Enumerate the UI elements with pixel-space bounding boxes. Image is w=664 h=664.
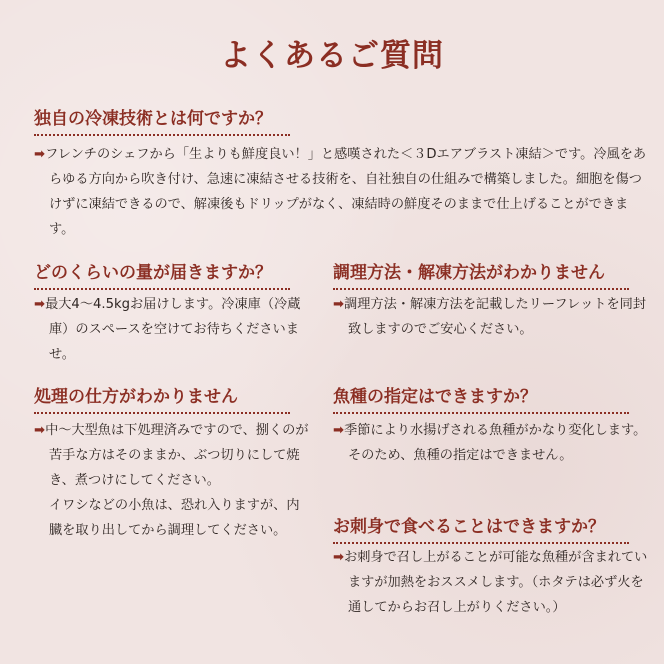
faq-answer-preparation: [34, 418, 311, 543]
faq-answer-cooking-method: [333, 292, 648, 342]
faq-answer-fish-selection: [333, 418, 648, 468]
faq-question-fish-selection: 魚種の指定はできますか？: [333, 387, 537, 407]
question-divider: [333, 542, 629, 544]
question-divider: [333, 288, 629, 290]
arrow-right-icon: ➡: [34, 297, 46, 312]
faq-answer-quantity: [34, 292, 311, 367]
faq-question-preparation: 処理の仕方がわかりません: [34, 387, 238, 407]
answer-text: 中～大型魚は下処理済みですので、捌くのが苦手な方はそのままか、ぶつ切りにして焼き、煮つけにしてください。: [45, 423, 309, 488]
arrow-right-icon: ➡: [333, 423, 345, 438]
faq-question-cooking-method: 調理方法・解凍方法がわかりません: [333, 263, 605, 283]
faq-question-quantity: どのくらいの量が届きますか？: [34, 263, 272, 283]
arrow-right-icon: ➡: [333, 297, 345, 312]
arrow-right-icon: ➡: [333, 550, 345, 565]
question-divider: [333, 412, 629, 414]
answer-text: 最大4～4.5kgお届けします。冷凍庫（冷蔵庫）のスペースを空けてお待ちくださいませ。: [45, 297, 301, 362]
faq-question-freezing-technology: 独自の冷凍技術とは何ですか？: [34, 109, 272, 129]
faq-answer-freezing-technology: [34, 142, 649, 242]
page-title: よくあるご質問: [220, 38, 444, 74]
faq-answer-sashimi: [333, 545, 648, 620]
question-divider: [34, 412, 290, 414]
answer-text: お刺身で召し上がることが可能な魚種が含まれていますが加熱をおススメします。（ホタテは必ず火を通してからお召し上がりください。）: [344, 550, 648, 615]
question-divider: [34, 288, 290, 290]
answer-text-small-fish: イワシなどの小魚は、恐れ入りますが、内臓を取り出してから調理してください。: [49, 498, 300, 538]
answer-text: 季節により水揚げされる魚種がかなり変化します。そのため、魚種の指定はできません。: [344, 423, 647, 463]
question-divider: [34, 134, 290, 136]
answer-text: 調理方法・解凍方法を記載したリーフレットを同封致しますのでご安心ください。: [344, 297, 647, 337]
answer-text: フレンチのシェフから「生よりも鮮度良い！」と感嘆された＜３Dエアブラスト凍結＞です。冷風をあらゆる方向から吹き付け、急速に凍結させる技術を、自社独自の仕組みで構築しました。細胞を傷つけずに凍結できるので、解凍後もドリップがなく、凍結時の鮮度そのままで仕上げることができます。: [45, 147, 647, 237]
arrow-right-icon: ➡: [34, 423, 46, 438]
arrow-right-icon: ➡: [34, 147, 46, 162]
faq-question-sashimi: お刺身で食べることはできますか？: [333, 517, 605, 537]
